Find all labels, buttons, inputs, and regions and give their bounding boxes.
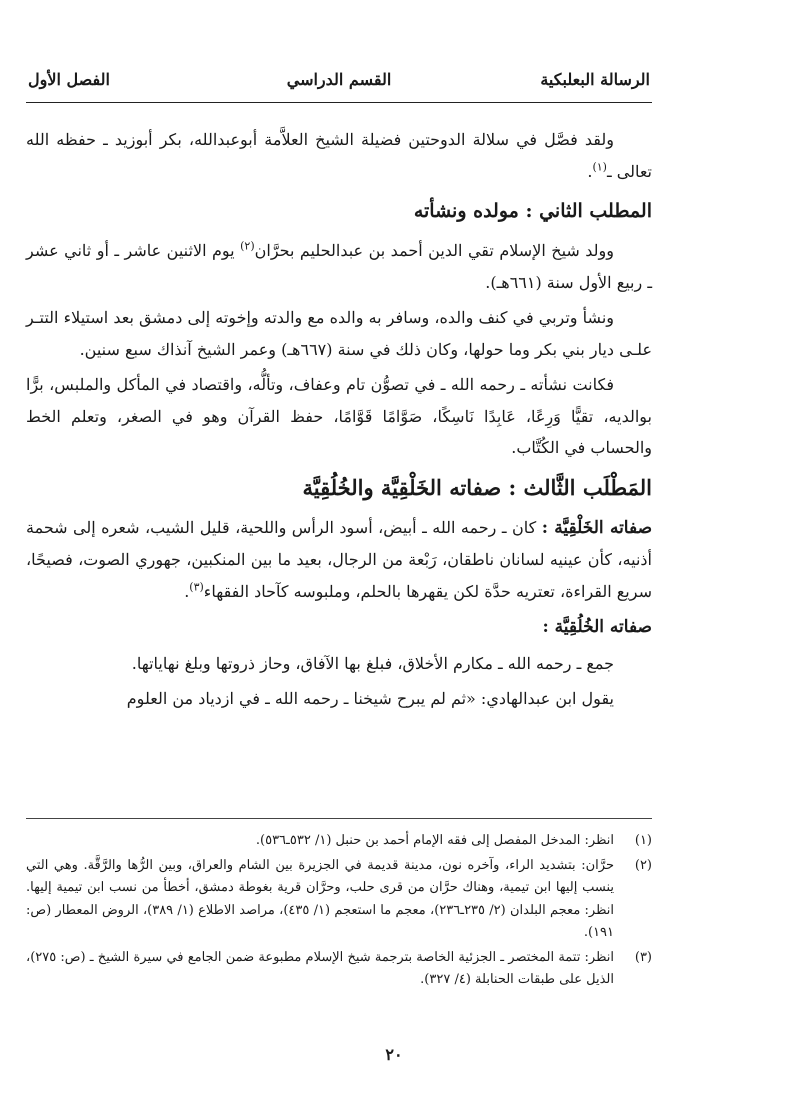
footnote-3 — [26, 947, 652, 992]
paragraph-lineage: ولقد فصَّل في سلالة الدوحتين فضيلة الشيخ العلاَّمة أبوعبدالله، بكر أبوزيد ـ حفظه الله تعالى ـ$^{(١)}$. — [26, 130, 652, 181]
section-heading-traits: المَطْلَب الثَّالث : صفاته الخَلْقِيَّة والخُلُقِيَّة — [302, 474, 652, 500]
footnote-number: (٣) — [634, 949, 652, 965]
section-heading-birth: المطلب الثاني : مولده ونشأته — [413, 200, 652, 222]
footnote-rule — [26, 818, 652, 819]
paragraph-birth: وولد شيخ الإسلام تقي الدين أحمد بن عبدالحليم بحرَّان$^{(٢)}$ يوم الاثنين عاشر ـ أو ثاني عشر ـ ربيع الأول سنة (٦٦١هـ). — [26, 239, 652, 292]
footnote-number: (١) — [634, 833, 652, 848]
header-section-title: القسم الدراسي — [286, 70, 392, 89]
main-text — [26, 124, 652, 719]
subheading-physical: صفاته الخَلْقِيَّة : — [541, 517, 653, 538]
paragraph-youth: فكانت نشأته ـ رحمه الله ـ في تصوُّن تام وعفاف، وتألُّه، واقتصاد في المأكل والملبس، برًّا بوالديه، تقيًّا وَرِعًا، عَابِدًا نَاسِكًا، صَوَّامًا قَوَّامًا، حفظ القرآن وهو في الصغر، وتعلم الخط والحساب في الكُتَّاب. — [26, 375, 653, 457]
footnote-text: انظر: تتمة المختصر ـ الجزئية الخاصة بترجمة شيخ الإسلام مطبوعة ضمن الجامع في سيرة الشيخ ـ (ص: ٢٧٥)، الذيل على طبقات الحنابلة (٤/ ٣٢٧). — [26, 949, 614, 987]
paragraph-upbringing: ونشأ وتربي في كنف والده، وسافر به والده مع والدته وإخوته إلى دمشق بعد استيلاء التتـر علـى ديار بني بكر وما حولها، وكان ذلك في سنة (٦٦٧هـ) وعمر الشيخ آنذاك سبع سنين. — [26, 308, 652, 359]
footnote-text: حرَّان: بتشديد الراء، وآخره نون، مدينة قديمة في الجزيرة بين الشام والعراق، وبين الرُّها والرَّقَّة. وهي التي ينسب إليها ابن تيمية، وهناك حرَّان من قرى حلب، وحرَّان قرية بغوطة دمشق، أخطأ من نسب ابن تيمية إليها. انظر: معجم البلدان (٢/ ٢٣٥ـ٢٣٦)، معجم ما استعجم (١/ ٤٣٥)، مراصد الاطلاع (١/ ٣٨٩)، الروض المعطار (ص: ١٩١). — [26, 857, 614, 940]
header-rule — [26, 102, 652, 103]
footnote-1 — [26, 830, 652, 853]
footnote-ref-1[interactable]: (١) — [592, 160, 607, 174]
subheading-character-line — [26, 611, 652, 644]
paragraph-quote: يقول ابن عبدالهادي: «ثم لم يبرح شيخنا ـ رحمه الله ـ في ازدياد من العلوم — [126, 689, 614, 708]
footnote-text: انظر: المدخل المفصل إلى فقه الإمام أحمد بن حنبل (١/ ٥٣٢ـ٥٣٦). — [255, 833, 614, 848]
paragraph-physical-traits: صفاته الخَلْقِيَّة : كان ـ رحمه الله ـ أبيض، أسود الرأس واللحية، قليل الشيب، شعره إلى شحمة أذنيه، كأن عينيه لسانان ناطقان، رَبْعة من الرجال، بعيد ما بين المنكبين، جهوري الصوت، فصيحًا، سريع القراءة، تعتريه حدَّة لكن يقهرها بالحلم، وملبوسه كآحاد الفقهاء$^{(٣)}$. — [26, 517, 653, 601]
footnote-ref-2[interactable]: (٢) — [240, 239, 255, 253]
paragraph-character: جمع ـ رحمه الله ـ مكارم الأخلاق، فبلغ بها الآفاق، وحاز ذروتها وبلغ نهاياتها. — [131, 653, 614, 673]
header-book-title: الرسالة البعلبكية — [540, 70, 650, 89]
footnote-number: (٢) — [634, 857, 652, 873]
subheading-character: صفاته الخُلُقِيَّة : — [542, 617, 652, 637]
page-number: ٢٠ — [385, 1045, 403, 1064]
footnotes — [26, 830, 652, 994]
header-chapter-title: الفصل الأول — [28, 70, 110, 89]
footnote-ref-3[interactable]: (٣) — [189, 580, 204, 594]
footnote-2 — [26, 855, 652, 945]
running-header — [28, 70, 650, 98]
